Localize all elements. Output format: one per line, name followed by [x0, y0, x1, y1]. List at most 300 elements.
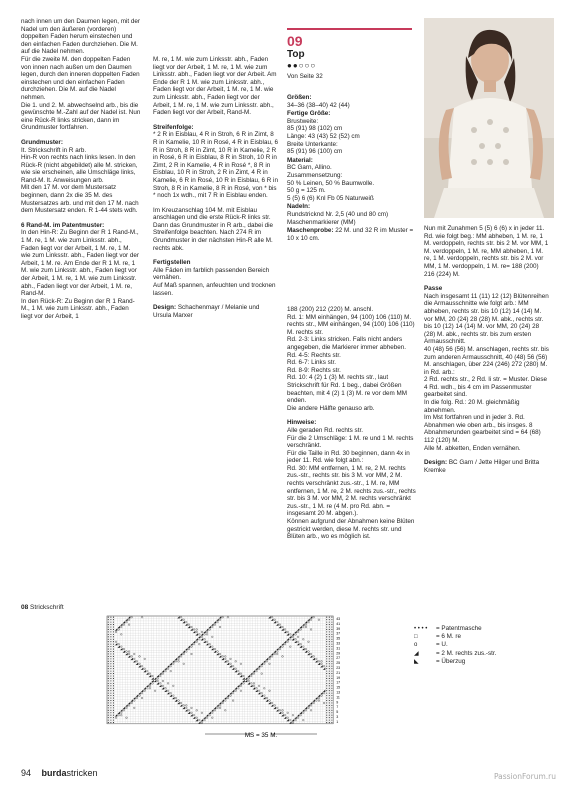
legend-symbol: ◢	[414, 650, 419, 657]
row-number: 33	[336, 641, 341, 646]
patent-stitch-symbol	[110, 617, 111, 618]
patent-stitch-symbol	[326, 695, 327, 696]
patent-stitch-symbol	[329, 649, 330, 650]
paragraph: Material: BC Garn, Allino. Zusammensetzung: 50 % Leinen, 50 % Baumwolle. 50 g = 125 m. 5 (5) 6 (6) Knl Fb 05 Naturweiß	[287, 156, 375, 202]
patent-stitch-symbol	[329, 710, 330, 711]
watermark: PassionForum.ru	[493, 772, 556, 781]
patent-stitch-symbol	[331, 636, 332, 637]
patent-stitch-symbol	[331, 707, 332, 708]
pattern-number: 09	[287, 33, 303, 49]
row-number: 1	[336, 719, 339, 724]
patent-stitch-symbol	[329, 715, 330, 716]
patent-stitch-symbol	[108, 617, 109, 618]
paragraph: Fertige Größe: Brustweite: 85 (91) 98 (102) cm Länge: 43 (43) 52 (52) cm Breite Unterkante: 85 (91) 96 (100) cm	[287, 110, 360, 156]
patent-stitch-symbol	[108, 641, 109, 642]
row-numbers	[336, 617, 340, 724]
paragraph: Hinweise: Alle geraden Rd. rechts str. Für die 2 Umschläge: 1 M. re und 1 M. rechts verschränkt. Für die Taille in Rd. 30 beginnen, dann 4x in jeder 11. Rd. wie folgt abn.: Rd. 30: MM entfernen, 1 M. re, 2 M. rechts zus.-str., rechts str. bis 3 M. vor MM, 2 M. rechts verschränkt zus.-str., 1 M. re, MM entfernen, 1 M. re, 2 M. rechts zus.-str., rechts str. bis 3 M. vor MM, 2 M. rechts verschränkt zus.-str., 1 M. re (4 M. pro Rd. abn. = insgesamt 20 M. abgen.). Können aufgrund der Abnahmen keine Blüten gestrickt werden, diese M. rechts str. und Blüten arb., wo es möglich ist.	[287, 419, 416, 541]
patent-stitch-symbol	[326, 690, 327, 691]
row-number: 31	[336, 646, 341, 651]
row-number: 13	[336, 690, 341, 695]
patent-stitch-symbol	[113, 710, 114, 711]
row-number: 7	[336, 705, 339, 710]
patent-stitch-symbol	[331, 693, 332, 694]
page-reference: Von Seite 32	[287, 73, 323, 80]
patent-stitch-symbol	[329, 707, 330, 708]
patent-stitch-symbol	[108, 663, 109, 664]
patent-stitch-symbol	[331, 678, 332, 679]
row-number: 9	[336, 700, 339, 705]
patent-stitch-symbol	[326, 685, 327, 686]
row-number: 17	[336, 680, 341, 685]
patent-stitch-symbol	[326, 673, 327, 674]
patent-stitch-symbol	[331, 688, 332, 689]
patent-stitch-symbol	[108, 668, 109, 669]
patent-stitch-symbol	[329, 688, 330, 689]
patent-stitch-symbol	[329, 685, 330, 686]
patent-stitch-symbol	[329, 666, 330, 667]
patent-stitch-symbol	[326, 666, 327, 667]
patent-stitch-symbol	[113, 705, 114, 706]
patent-stitch-symbol	[110, 722, 111, 723]
patent-stitch-symbol	[108, 658, 109, 659]
patent-stitch-symbol	[108, 722, 109, 723]
patent-stitch-symbol	[113, 680, 114, 681]
patent-stitch-symbol	[329, 624, 330, 625]
patent-stitch-symbol	[326, 651, 327, 652]
pattern-header	[287, 28, 412, 80]
row-number: 15	[336, 685, 341, 690]
patent-stitch-symbol	[113, 712, 114, 713]
patent-stitch-symbol	[331, 698, 332, 699]
patent-stitch-symbol	[108, 712, 109, 713]
patent-stitch-symbol	[110, 685, 111, 686]
patent-stitch-symbol	[326, 680, 327, 681]
patent-stitch-symbol	[113, 668, 114, 669]
patent-stitch-symbol	[108, 685, 109, 686]
paragraph: Fertigstellen Alle Fäden im farblich passenden Bereich vernähen. Auf Maß spannen, anfeuchten und trocknen lassen.	[153, 259, 276, 297]
patent-stitch-symbol	[329, 636, 330, 637]
patent-stitch-symbol	[326, 663, 327, 664]
legend-label: = U.	[436, 641, 448, 649]
patent-stitch-symbol	[331, 673, 332, 674]
patent-stitch-symbol	[331, 626, 332, 627]
accent-rule	[287, 28, 412, 30]
ms-label: MS = 35 M.	[244, 732, 278, 739]
patent-stitch-symbol	[329, 651, 330, 652]
patent-stitch-symbol	[326, 631, 327, 632]
patent-stitch-symbol	[108, 715, 109, 716]
patent-stitch-symbol	[108, 653, 109, 654]
patent-stitch-symbol	[113, 690, 114, 691]
patent-stitch-symbol	[113, 639, 114, 640]
patent-stitch-symbol	[331, 700, 332, 701]
paragraph-heading: Fertigstellen	[153, 259, 191, 267]
patent-stitch-symbol	[329, 702, 330, 703]
patent-stitch-symbol	[326, 653, 327, 654]
patent-stitch-symbol	[329, 690, 330, 691]
paragraph: Grundmuster: It. Strickschrift in R arb. Hin-R von rechts nach links lesen. In den Rück-R (nicht abgebildet) alle M. stricken, wie sie erscheinen, alle Umschläge links, Rand-M. lt. Anweisungen arb. Mit den 17 M. vor dem Mustersatz beginnen, dann 2x die 35 M. des Mustersatzes arb. und mit den 17 M. nach dem Mustersatz enden. R 1-44 stets wdh.	[21, 138, 139, 215]
patent-stitch-symbol	[331, 619, 332, 620]
paragraph: M. re, 1 M. wie zum Linksstr. abh., Faden liegt vor der Arbeit, 1 M. re, 1 M. wie zum Linksstr. abh., Faden liegt vor der Arbeit. Am Ende der R 1 M. wie zum Linksstr. abh., Faden liegt vor der Arbeit, 1 M. re, 1 M. wie zum Linksstr. abh., Faden liegt vor der Arbeit, 1 M. re, 1 M. wie zum Linksstr. abh., Faden liegt vor der Arbeit, Rand-M.	[153, 56, 277, 117]
text-column-3	[287, 306, 417, 548]
patent-stitch-symbol	[331, 710, 332, 711]
patent-stitch-symbol	[110, 651, 111, 652]
patent-stitch-symbol	[326, 698, 327, 699]
patent-stitch-symbol	[326, 634, 327, 635]
legend-symbol: • • • •	[414, 626, 428, 632]
chart-caption	[21, 604, 64, 611]
patent-stitch-symbol	[113, 683, 114, 684]
patent-stitch-symbol	[329, 629, 330, 630]
patent-stitch-symbol	[108, 705, 109, 706]
patent-stitch-symbol	[326, 619, 327, 620]
patent-stitch-symbol	[113, 641, 114, 642]
patent-stitch-symbol	[108, 707, 109, 708]
patent-stitch-symbol	[110, 675, 111, 676]
patent-stitch-symbol	[110, 717, 111, 718]
patent-stitch-symbol	[113, 661, 114, 662]
knitting-chart	[103, 614, 359, 746]
patent-stitch-symbol	[329, 668, 330, 669]
brand-rest: stricken	[66, 768, 98, 778]
page-footer	[21, 768, 98, 778]
patent-stitch-symbol	[326, 702, 327, 703]
row-number: 3	[336, 714, 339, 719]
row-number: 11	[336, 695, 340, 700]
patent-stitch-symbol	[108, 717, 109, 718]
legend-label: = 2 M. rechts zus.-str.	[436, 649, 497, 657]
patent-stitch-symbol	[113, 646, 114, 647]
patent-stitch-symbol	[113, 622, 114, 623]
patent-stitch-symbol	[326, 688, 327, 689]
patent-stitch-symbol	[329, 617, 330, 618]
patent-stitch-symbol	[108, 651, 109, 652]
legend-item	[414, 650, 496, 658]
row-number: 23	[336, 665, 341, 670]
patent-stitch-symbol	[329, 695, 330, 696]
patent-stitch-symbol	[113, 624, 114, 625]
paragraph-heading: Größen:	[287, 94, 312, 101]
patent-stitch-symbol	[326, 658, 327, 659]
patent-stitch-symbol	[110, 695, 111, 696]
patent-stitch-symbol	[329, 626, 330, 627]
patent-stitch-symbol	[113, 685, 114, 686]
patent-stitch-symbol	[108, 661, 109, 662]
patent-stitch-symbol	[110, 712, 111, 713]
patent-stitch-symbol	[331, 715, 332, 716]
patent-stitch-symbol	[110, 666, 111, 667]
patent-stitch-symbol	[329, 631, 330, 632]
patent-stitch-symbol	[331, 617, 332, 618]
patent-stitch-symbol	[108, 629, 109, 630]
legend-item	[414, 633, 496, 641]
paragraph-heading: Streifenfolge:	[153, 123, 194, 131]
patent-stitch-symbol	[329, 680, 330, 681]
difficulty-dots: ●●○○○	[287, 61, 317, 70]
patent-stitch-symbol	[326, 668, 327, 669]
patent-stitch-symbol	[110, 668, 111, 669]
patent-stitch-symbol	[329, 720, 330, 721]
row-number: 29	[336, 651, 341, 656]
patent-stitch-symbol	[326, 710, 327, 711]
patent-stitch-symbol	[110, 702, 111, 703]
paragraph-heading: Hinweise:	[287, 419, 317, 427]
paragraph: 188 (200) 212 (220) M. anschl. Rd. 1: MM einhängen, 94 (100) 106 (110) M. rechts str., MM einhängen, 94 (100) 106 (110) M. rechts str. Rd. 2-3: Links stricken. Falls nicht anders angegeben, die Markierer immer abheben. Rd. 4-5: Rechts str. Rd. 6-7: Links str. Rd. 8-9: Rechts str. Rd. 10: 4 (2) 1 (3) M. rechts str., laut Strickschrift für Rd. 1 beg., dabei Größen beachten, mit 4 (2) 1 (3) M. re vor dem MM enden. Die andere Hälfte genauso arb.	[287, 306, 415, 412]
row-number: 21	[336, 670, 341, 675]
patent-stitch-symbol	[326, 641, 327, 642]
row-number: 19	[336, 675, 341, 680]
model-photo	[424, 18, 554, 218]
patent-stitch-symbol	[113, 619, 114, 620]
patent-stitch-symbol	[331, 644, 332, 645]
patent-stitch-symbol	[113, 626, 114, 627]
patent-stitch-symbol	[108, 622, 109, 623]
patent-stitch-symbol	[326, 624, 327, 625]
patent-stitch-symbol	[331, 646, 332, 647]
paragraph: Passe Nach insgesamt 11 (11) 12 (12) Blütenreihen die Armausschnitte wie folgt arb.: MM abheben, rechts str. bis 10 (12) 14 (14) M. vor MM, 20 (24) 28 (28) M. abk., rechts str. bis 10 (12) 14 (14) M. vor MM, 20 (24) 28 (28) M. abk., rechts str. bis zum ersten Armausschnitt. 40 (48) 56 (56) M. anschlagen, rechts str. bis zum anderen Armausschnitt, 40 (48) 56 (56) M. anschlagen, über 224 (246) 272 (280) M. in Rd. arb.: 2 Rd. rechts str., 2 Rd. li str. = Muster. Diese 4 Rd. wdh., bis 4 cm im Passenmuster gearbeitet sind. In die folg. Rd.: 20 M. gleichmäßig abnehmen. Im Mst fortfahren und in jeder 3. Rd. Abnahmen wie oben arb., bis insges. 8 Abnahmerunden gearbeitet sind = 64 (68) 112 (120) M. Alle M. abketten, Enden vernähen.	[424, 285, 549, 452]
paragraph: Maschenprobe: 22 M. und 32 R im Muster = 10 x 10 cm.	[287, 227, 414, 242]
patent-stitch-symbol	[113, 702, 114, 703]
text-column-1	[21, 18, 141, 328]
patent-stitch-symbol	[108, 690, 109, 691]
patent-stitch-symbol	[110, 644, 111, 645]
patent-stitch-symbol	[331, 641, 332, 642]
patent-stitch-symbol	[108, 673, 109, 674]
patent-stitch-symbol	[108, 636, 109, 637]
paragraph-heading: Material:	[287, 156, 313, 164]
paragraph: nach innen um den Daumen legen, mit der Nadel um den äußeren (vorderen) doppelten Faden herum einstechen und den einfachen Faden durchziehen. Die M. auf die Nadel nehmen. Für die zweite M. den doppelten Faden von innen nach außen um den Daumen legen, durch den inneren doppelten Faden einstechen und den einfachen Faden durchziehen. Die M. auf die Nadel nehmen. Die 1. und 2. M. abwechselnd arb., bis die gewünschte M.-Zahl auf der Nadel ist. Nun eine Rück-R links stricken, dann im Grundmuster fortfahren.	[21, 18, 141, 132]
patent-stitch-symbol	[329, 678, 330, 679]
patent-stitch-symbol	[326, 649, 327, 650]
paragraph: Größen: 34–36 (38–40) 42 (44)	[287, 94, 350, 109]
patent-stitch-symbol	[110, 693, 111, 694]
patent-stitch-symbol	[108, 671, 109, 672]
patent-stitch-symbol	[331, 649, 332, 650]
paragraph: 6 Rand-M. im Patentmuster: In den Hin-R: Zu Beginn der R 1 Rand-M., 1 M. re, 1 M. wie zum Linksstr. abh., Faden liegt vor der Arbeit, 1 M. re, 1 M. wie zum Linksstr. abh., Faden liegt vor der Arbeit, 1 M. re. Am Ende der R 1 M. re, 1 M. wie zum Linksstr. abh., Faden liegt vor der Arbeit, 1 M. re, 1 M. wie zum Linksstr. abh., Faden liegt vor der Arbeit, 1 M. re, Rand-M. In den Rück-R: Zu Beginn der R 1 Rand-M., 1 M. wie zum Linksstr. abh., Faden liegt vor der Arbeit, 1	[21, 221, 139, 320]
paragraph: Design: Schachenmayr / Melanie und Ursula Marxer	[153, 304, 260, 319]
patent-stitch-symbol	[329, 673, 330, 674]
patent-stitch-symbol	[110, 710, 111, 711]
patent-stitch-symbol	[113, 656, 114, 657]
patent-stitch-symbol	[108, 675, 109, 676]
patent-stitch-symbol	[110, 661, 111, 662]
patent-stitch-symbol	[331, 712, 332, 713]
patent-stitch-symbol	[113, 658, 114, 659]
patent-stitch-symbol	[329, 634, 330, 635]
paragraph-heading: Design:	[153, 304, 177, 312]
patent-stitch-symbol	[108, 683, 109, 684]
patent-stitch-symbol	[326, 675, 327, 676]
patent-stitch-symbol	[110, 680, 111, 681]
row-number: 35	[336, 636, 341, 641]
patent-stitch-symbol	[329, 656, 330, 657]
patent-stitch-symbol	[108, 666, 109, 667]
patent-stitch-symbol	[326, 639, 327, 640]
patent-stitch-symbol	[113, 636, 114, 637]
patent-stitch-symbol	[329, 717, 330, 718]
patent-stitch-symbol	[113, 695, 114, 696]
text-column-2	[153, 56, 278, 326]
patent-stitch-symbol	[108, 639, 109, 640]
patent-stitch-symbol	[331, 631, 332, 632]
patent-stitch-symbol	[108, 646, 109, 647]
patent-stitch-symbol	[110, 707, 111, 708]
patent-stitch-symbol	[113, 715, 114, 716]
patent-stitch-symbol	[331, 671, 332, 672]
patent-stitch-symbol	[110, 656, 111, 657]
patent-stitch-symbol	[329, 653, 330, 654]
patent-stitch-symbol	[113, 634, 114, 635]
legend-item	[414, 658, 496, 666]
patent-stitch-symbol	[113, 678, 114, 679]
patent-stitch-symbol	[329, 712, 330, 713]
patent-stitch-symbol	[113, 673, 114, 674]
patent-stitch-symbol	[113, 631, 114, 632]
patent-stitch-symbol	[113, 722, 114, 723]
patent-stitch-symbol	[331, 668, 332, 669]
patent-stitch-symbol	[110, 683, 111, 684]
paragraph-heading: Grundmuster:	[21, 138, 63, 146]
patent-stitch-symbol	[110, 663, 111, 664]
paragraph-heading: Design:	[424, 459, 448, 467]
patent-stitch-symbol	[331, 666, 332, 667]
patent-stitch-symbol	[331, 656, 332, 657]
patent-stitch-symbol	[331, 690, 332, 691]
patent-stitch-symbol	[326, 720, 327, 721]
patent-stitch-symbol	[108, 720, 109, 721]
patent-stitch-symbol	[108, 693, 109, 694]
chart-legend	[414, 625, 496, 666]
patent-stitch-symbol	[108, 624, 109, 625]
paragraph-heading: Passe	[424, 285, 443, 293]
patent-stitch-symbol	[331, 629, 332, 630]
patent-stitch-symbol	[329, 698, 330, 699]
text-column-4	[424, 225, 549, 481]
page-number: 94	[21, 768, 32, 778]
patent-stitch-symbol	[331, 680, 332, 681]
patent-stitch-symbol	[329, 693, 330, 694]
patent-stitch-symbol	[329, 705, 330, 706]
patent-stitch-symbol	[110, 624, 111, 625]
pattern-title: Top	[287, 49, 305, 60]
patent-stitch-symbol	[326, 626, 327, 627]
patent-stitch-symbol	[331, 639, 332, 640]
patent-stitch-symbol	[113, 663, 114, 664]
patent-stitch-symbol	[113, 617, 114, 618]
patent-stitch-symbol	[108, 634, 109, 635]
patent-stitch-symbol	[113, 653, 114, 654]
patent-stitch-symbol	[108, 631, 109, 632]
patent-stitch-symbol	[110, 673, 111, 674]
patent-stitch-symbol	[110, 629, 111, 630]
patent-stitch-symbol	[110, 622, 111, 623]
patent-stitch-symbol	[331, 720, 332, 721]
legend-symbol: ◣	[414, 658, 419, 665]
legend-item	[414, 625, 496, 633]
patent-stitch-symbol	[110, 690, 111, 691]
patent-stitch-symbol	[110, 641, 111, 642]
patent-stitch-symbol	[329, 683, 330, 684]
patent-stitch-symbol	[108, 656, 109, 657]
patent-stitch-symbol	[108, 626, 109, 627]
brand-name	[42, 768, 98, 778]
patent-stitch-symbol	[108, 698, 109, 699]
paragraph-heading: Fertige Größe:	[287, 110, 331, 118]
paragraph: Nadeln: Rundstricknd Nr. 2,5 (40 und 80 cm) Maschenmarkierer (MM)	[287, 203, 389, 226]
patent-stitch-symbol	[110, 700, 111, 701]
patent-stitch-symbol	[326, 700, 327, 701]
paragraph: Streifenfolge: * 2 R in Eisblau, 4 R in Stroh, 6 R in Zimt, 8 R in Kamelie, 10 R in Rosé, 4 R in Eisblau, 6 R in Stroh, 8 R in Zimt, 10 R in Kamelie, 2 R in Rosé, 6 R in Eisblau, 8 R in Stroh, 10 R in Zimt, 2 R in Kamelie, 4 R in Rosé *, 8 R in Eisblau, 10 R in Stroh, 2 R in Zimt, 4 R in Kamelie, 6 R in Rosé, 10 R in Eisblau, 6 R in Stroh, 8 R in Kamelie, 8 R in Rosé, von * bis * noch 1x wdh., mit 7 R in Eisblau enden.	[153, 123, 278, 200]
patent-stitch-symbol	[113, 671, 114, 672]
patent-stitch-symbol	[113, 717, 114, 718]
patent-stitch-symbol	[329, 700, 330, 701]
patent-stitch-symbol	[108, 680, 109, 681]
patent-stitch-symbol	[326, 678, 327, 679]
patent-stitch-symbol	[326, 661, 327, 662]
patent-stitch-symbol	[108, 688, 109, 689]
legend-item	[414, 641, 496, 649]
patent-stitch-symbol	[110, 619, 111, 620]
patent-stitch-symbol	[326, 722, 327, 723]
patent-stitch-symbol	[326, 705, 327, 706]
row-number: 43	[336, 616, 341, 621]
patent-stitch-symbol	[329, 639, 330, 640]
patent-stitch-symbol	[113, 720, 114, 721]
patent-stitch-symbol	[110, 715, 111, 716]
patent-stitch-symbol	[108, 702, 109, 703]
patent-stitch-symbol	[331, 624, 332, 625]
patent-stitch-symbol	[331, 722, 332, 723]
patent-stitch-symbol	[110, 688, 111, 689]
patent-stitch-symbol	[331, 622, 332, 623]
row-number: 5	[336, 710, 339, 715]
patent-stitch-symbol	[331, 651, 332, 652]
patent-stitch-symbol	[113, 649, 114, 650]
patent-stitch-symbol	[108, 678, 109, 679]
patent-stitch-symbol	[329, 661, 330, 662]
patent-stitch-symbol	[110, 631, 111, 632]
patent-stitch-symbol	[110, 678, 111, 679]
patent-stitch-symbol	[329, 675, 330, 676]
patent-stitch-symbol	[113, 700, 114, 701]
patent-stitch-symbol	[329, 644, 330, 645]
model-illustration	[424, 18, 554, 218]
patent-stitch-symbol	[108, 619, 109, 620]
patent-stitch-symbol	[113, 688, 114, 689]
patent-stitch-symbol	[113, 707, 114, 708]
paragraph: Nun mit Zunahmen 5 (5) 6 (6) x in jeder 11. Rd. wie folgt beg.: MM abheben, 1 M. re, 1 M. verdoppeln, rechts str. bis 2 M. vor MM, 1 M. verdoppeln, 1 M. re, MM abheben, 1 M. re, 1 M. verdoppeln, rechts str. bis 2 M. vor MM, 1 M. verdoppeln, 1 M. re= 188 (200) 216 (224) M.	[424, 225, 549, 278]
patent-stitch-symbol	[110, 649, 111, 650]
patent-stitch-symbol	[331, 717, 332, 718]
patent-stitch-symbol	[113, 693, 114, 694]
patent-stitch-symbol	[326, 693, 327, 694]
patent-stitch-symbol	[110, 626, 111, 627]
patent-stitch-symbol	[113, 698, 114, 699]
patent-stitch-symbol	[329, 619, 330, 620]
legend-symbol: o	[414, 642, 418, 649]
patent-stitch-symbol	[110, 698, 111, 699]
patent-stitch-symbol	[331, 661, 332, 662]
patent-stitch-symbol	[326, 717, 327, 718]
patent-stitch-symbol	[331, 695, 332, 696]
row-number: 27	[336, 656, 341, 661]
paragraph: Design: BC Garn / Jette Hilger und Britta Kremke	[424, 459, 540, 474]
patent-stitch-symbol	[110, 671, 111, 672]
patent-stitch-symbol	[326, 617, 327, 618]
patent-stitch-symbol	[326, 644, 327, 645]
patent-stitch-symbol	[110, 658, 111, 659]
patent-stitch-symbol	[326, 671, 327, 672]
